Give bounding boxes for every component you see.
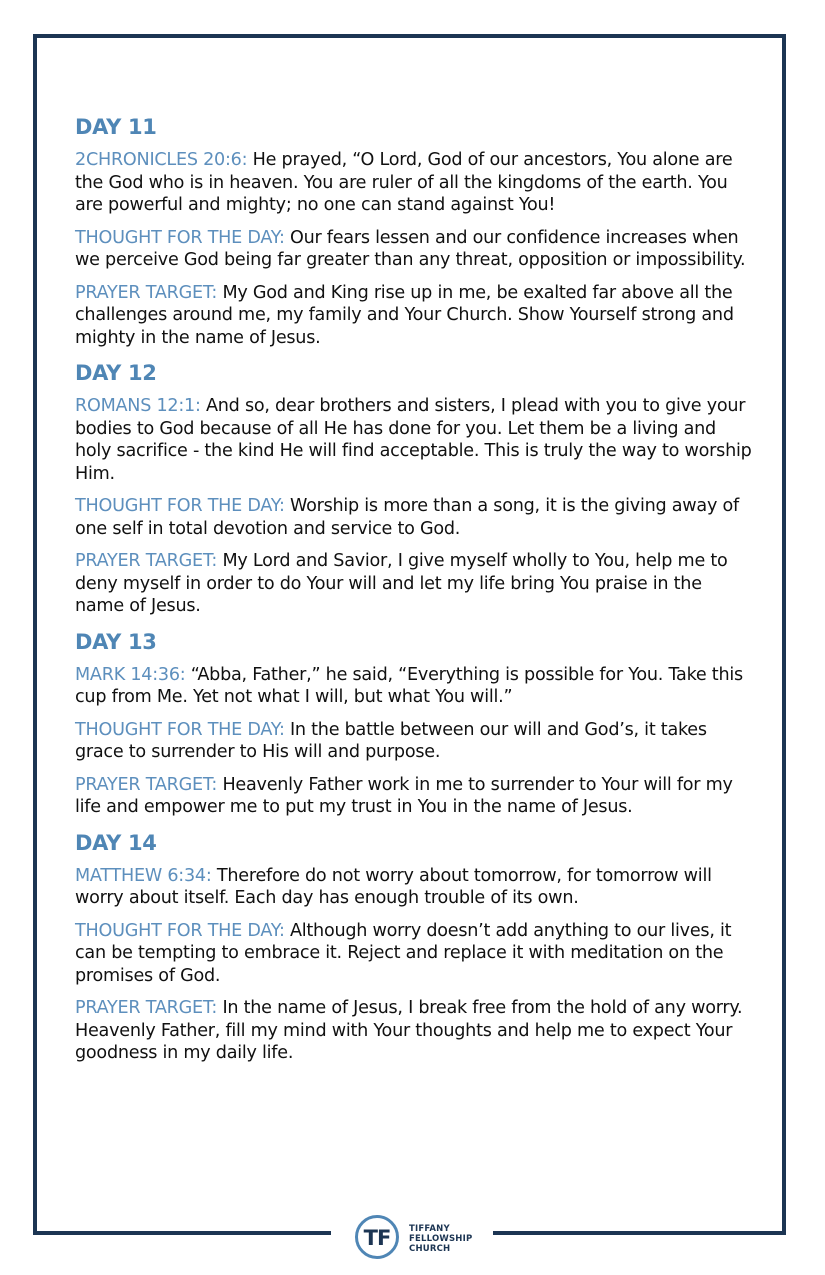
entry-text: Worship is more than a song, it is the giving away of one self in total devotion and service to God. [75,496,739,539]
day-heading: DAY 13 [75,629,157,654]
logo-monogram: TF [363,1226,391,1250]
entry-label: PRAYER TARGET: [75,282,218,303]
prayer-entry [75,550,755,618]
thought-entry [75,719,755,764]
entry-label: PRAYER TARGET: [75,551,218,571]
thought-entry [75,227,755,272]
entry-label: MATTHEW 6:34: [75,865,212,886]
entry-text: “Abba, Father,” he said, “Everything is possible for You. Take this cup from Me. Yet not what I will, but what You will.” [75,664,743,707]
logo-line-3: CHURCH [409,1244,451,1254]
day-14-section [75,829,755,1065]
prayer-entry [75,282,755,350]
scripture-entry [75,149,755,217]
logo-line-1: TIFFANY [409,1224,450,1234]
entry-label: PRAYER TARGET: [75,774,218,795]
entry-label: 2CHRONICLES 20:6: [75,150,248,170]
page-border-bottom-right [493,1231,786,1235]
entry-label: THOUGHT FOR THE DAY: [75,719,285,740]
scripture-entry [75,664,755,709]
entry-text: Therefore do not worry about tomorrow, for tomorrow will worry about itself. Each day has enough trouble of its own. [75,865,712,908]
entry-text: In the battle between our will and God’s, it takes grace to surrender to His will and purpose. [75,719,707,762]
entry-label: THOUGHT FOR THE DAY: [75,920,285,941]
entry-text: Heavenly Father work in me to surrender to Your will for my life and empower me to put my trust in You in the name of Jesus. [75,774,733,817]
thought-entry [75,920,755,988]
logo-wordmark [409,1224,472,1254]
entry-label: PRAYER TARGET: [75,998,218,1018]
day-13-section [75,628,755,819]
church-logo [352,1212,477,1262]
entry-text: My God and King rise up in me, be exalted far above all the challenges around me, my family and Your Church. Show Yourself strong and mighty in the name of Jesus. [75,282,734,348]
entry-text: And so, dear brothers and sisters, I plead with you to give your bodies to God because of all He has done for you. Let them be a living and holy sacrifice - the kind He will find acceptable. This is truly the way to worship Him. [75,396,752,484]
entry-label: MARK 14:36: [75,664,186,685]
day-12-section [75,359,755,618]
prayer-entry [75,774,755,819]
entry-label: THOUGHT FOR THE DAY: [75,227,285,248]
entry-text: Our fears lessen and our confidence increases when we perceive God being far greater than any threat, opposition or impossibility. [75,227,746,270]
entry-text: My Lord and Savior, I give myself wholly to You, help me to deny myself in order to do Your will and let my life bring You praise in the name of Jesus. [75,551,728,616]
thought-entry [75,495,755,540]
entry-text: He prayed, “O Lord, God of our ancestors, You alone are the God who is in heaven. You are ruler of all the kingdoms of the earth. You are powerful and mighty; no one can stand against You! [75,150,733,215]
day-heading: DAY 12 [75,361,157,385]
day-heading: DAY 11 [75,115,157,139]
day-11-section [75,113,755,349]
tf-monogram-icon [354,1214,400,1260]
prayer-entry [75,997,755,1065]
scripture-entry [75,865,755,910]
devotional-content [75,113,755,1075]
day-heading: DAY 14 [75,830,157,855]
entry-label: THOUGHT FOR THE DAY: [75,496,285,516]
scripture-entry [75,395,755,485]
logo-line-2: FELLOWSHIP [409,1234,473,1244]
page-border-bottom-left [33,1231,331,1235]
entry-text: In the name of Jesus, I break free from the hold of any worry. Heavenly Father, fill my mind with Your thoughts and help me to expect Your goodness in my daily life. [75,998,743,1063]
entry-label: ROMANS 12:1: [75,396,201,416]
entry-text: Although worry doesn’t add anything to our lives, it can be tempting to embrace it. Reject and replace it with meditation on the promises of God. [75,920,732,986]
